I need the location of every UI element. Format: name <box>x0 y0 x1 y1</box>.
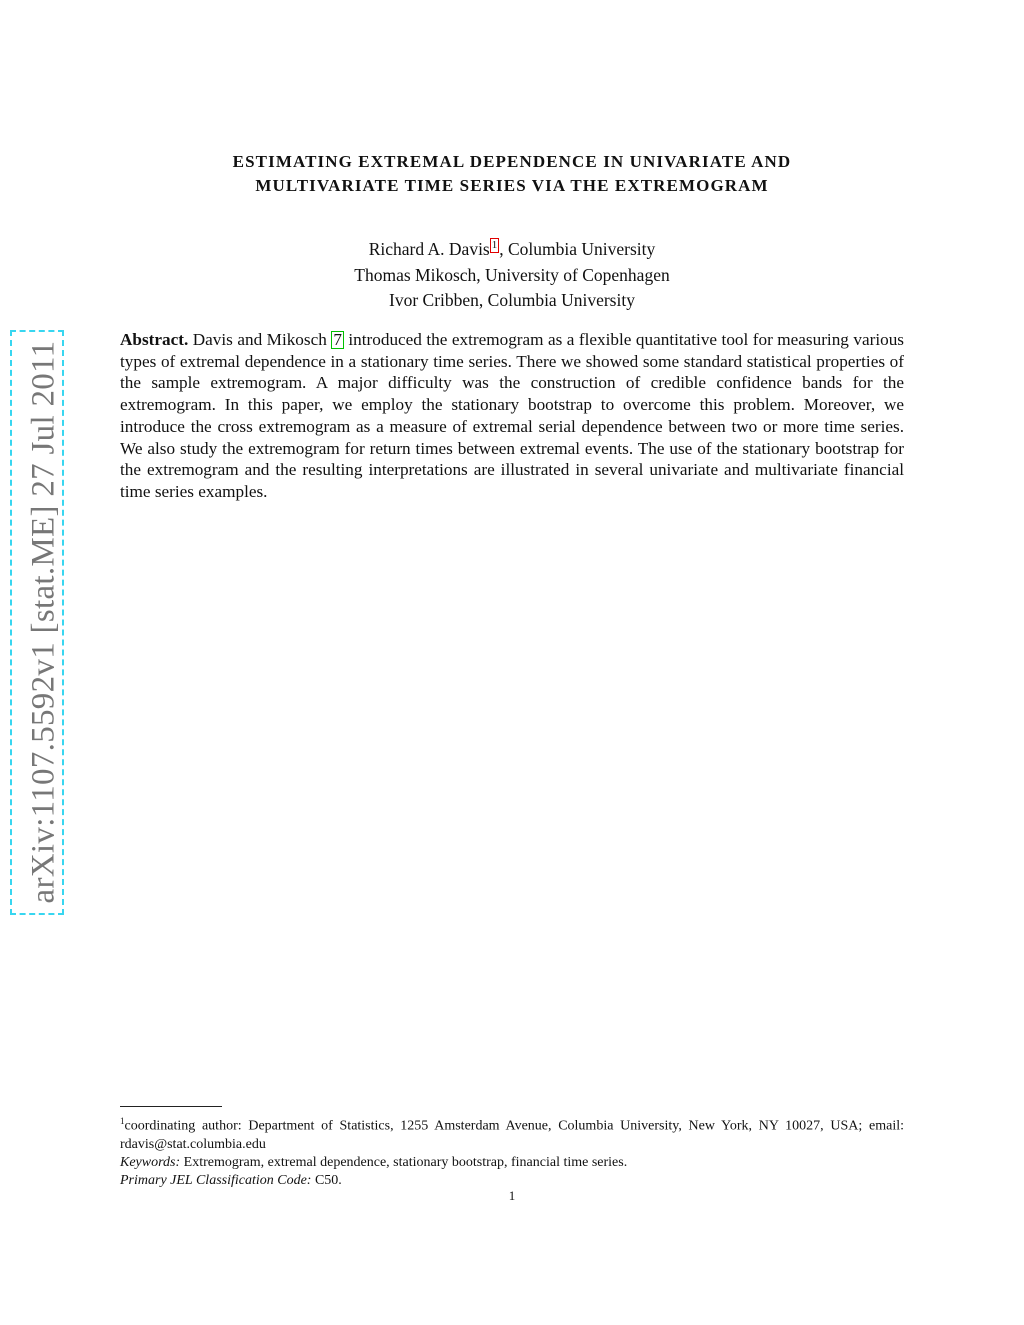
author-affiliation-davis: , Columbia University <box>499 239 656 259</box>
footnote-rule <box>120 1106 222 1107</box>
author-block <box>120 237 904 314</box>
abstract <box>120 329 904 503</box>
author-name-davis: Richard A. Davis <box>368 239 490 259</box>
paper-title <box>120 150 904 198</box>
title-line-1: ESTIMATING EXTREMAL DEPENDENCE IN UNIVARIATE AND <box>232 152 792 171</box>
jel-label: Primary JEL Classification Code: <box>120 1172 312 1188</box>
keywords-label: Keywords: <box>120 1154 181 1170</box>
author-line-2: Thomas Mikosch, University of Copenhagen <box>354 264 670 285</box>
footnote-1-text: coordinating author: Department of Statistics, 1255 Amsterdam Avenue, Columbia University, New York, NY 10027, USA; email: rdavis@stat.columbia.edu <box>120 1118 904 1152</box>
page-number: 1 <box>508 1188 516 1203</box>
footnote-1 <box>120 1112 904 1154</box>
title-line-2: MULTIVARIATE TIME SERIES VIA THE EXTREMOGRAM <box>255 176 769 195</box>
footnote-link[interactable]: 1 <box>491 239 498 251</box>
arxiv-identifier[interactable]: arXiv:1107.5592v1 [stat.ME] 27 Jul 2011 <box>25 340 62 904</box>
jel-line <box>120 1172 904 1190</box>
keywords-text: Extremogram, extremal dependence, stationary bootstrap, financial time series. <box>180 1154 628 1170</box>
keywords-line <box>120 1154 904 1172</box>
footnotes <box>120 1112 904 1190</box>
jel-text: C50. <box>311 1172 342 1188</box>
abstract-heading: Abstract. <box>120 330 189 349</box>
abstract-text-body: introduced the extremogram as a flexible quantitative tool for measuring various types of extremal dependence in a stationary time series. There we showed some standard statistical properties of the sample extremogram. A major difficulty was the construction of credible confidence bands for the extremogram. In this paper, we employ the stationary bootstrap to overcome this problem. Moreover, we introduce the cross extremogram as a measure of extremal serial dependence between two or more time series. We also study the extremogram for return times between extremal events. The use of the stationary bootstrap for the extremogram and the resulting interpretations are illustrated in several univariate and multivariate financial time series examples. <box>120 330 904 501</box>
footnote-marker: 1 <box>120 1116 125 1126</box>
author-line-3: Ivor Cribben, Columbia University <box>389 290 635 310</box>
author-line-1 <box>120 237 904 263</box>
abstract-text-start: Davis and Mikosch <box>188 330 332 349</box>
citation-link[interactable]: 7 <box>333 330 342 349</box>
